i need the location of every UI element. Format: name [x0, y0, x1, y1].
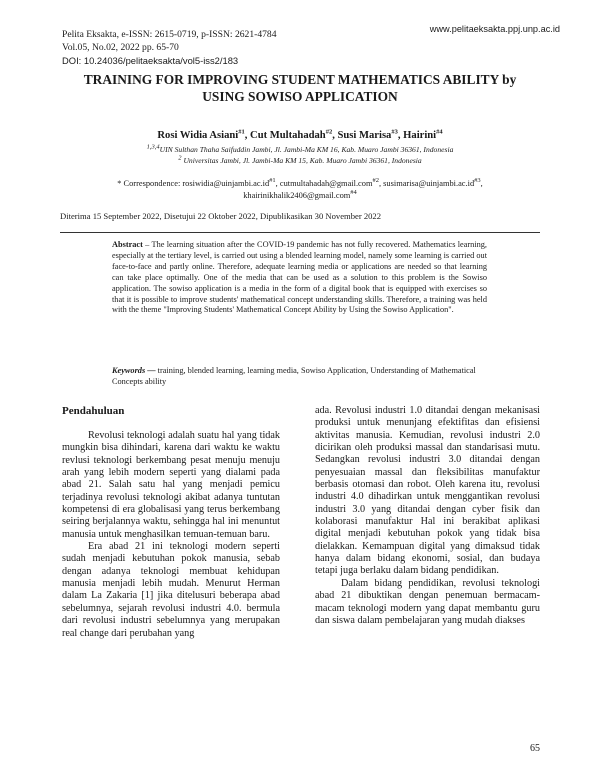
abstract-label: Abstract	[112, 240, 143, 249]
affiliations	[60, 145, 540, 166]
email-link[interactable]: khairinikhalik2406@gmail.com	[243, 191, 351, 200]
paragraph: ada. Revolusi industri 1.0 ditandai dengan mekanisasi produksi untuk menunjang efektifitas dan efisiensi aktivitas manusia. Kemudian, revolusi industri 2.0 dicirikan oleh produksi massal dan standarisasi mutu. Sedangkan revolusi industri 3.0 ditandai dengan penyesuaian massal dan fleksibilitas manufaktur berbasis otomasi dan robot. Oleh karena itu, revolusi industri 4.0 dihadirkan untuk menggantikan revolusi industri 3.0 yang ditandai dengan cyber fisik dan kolaborasi manufaktur Hal ini berakibat aplikasi digital menjadi kebutuhan pokok yang tidak bisa dielakkan. Kemampuan digital yang dimaksud tidak hanya dalam bidang ekonomi, sosial, dan budaya tetapi juga berlaku dalam bidang pendidikan.	[315, 405, 540, 577]
keywords: Keywords — training, blended learning, learning media, Sowiso Application, Understanding of Mathematical Concepts ability	[112, 366, 476, 386]
correspondence-label: Correspondence:	[123, 179, 181, 188]
volume-line: Vol.05, No.02, 2022 pp. 65-70	[62, 42, 179, 54]
email-link[interactable]: cutmultahadah@gmail.com	[279, 179, 373, 188]
abstract: Abstract – The learning situation after the COVID-19 pandemic has not fully recovered. Mathematics learning, especially at the tertiary level, is carried out using a blended learning model, namely some learning is carried out face-to-face and partly online. Therefore, adequate learning media or applications are needed so that learning can take place optimally. One of the media that can be used as a solution to this problem is the Sowiso application. The sowiso application is a media in the form of a digital book that is equipped with exercises so that it is possible to improve students' mathematical concept understanding skills. Therefore, a training was held with the theme "Improving Students' Mathematical Concept Ability by Using the Sowiso Application".	[112, 240, 487, 315]
title-line-1: TRAINING FOR IMPROVING STUDENT MATHEMATICS ABILITY by	[83, 72, 517, 87]
publication-dates: Diterima 15 September 2022, Disetujui 22 Oktober 2022, Dipublikasikan 30 November 2022	[60, 211, 382, 221]
paper-title	[60, 72, 540, 105]
journal-issn-line: Pelita Eksakta, e-ISSN: 2615-0719, p-ISSN: 2621-4784	[62, 29, 277, 40]
doi-line: DOI: 10.24036/pelitaeksakta/vol5-iss2/183	[62, 55, 239, 67]
correspondence: * Correspondence: $rosiwidia@uinjambi.ac.id^{\#1}$, cutmultahadah@gmail.com$^{\#2}$, $susimarisa@uinjambi.ac.id^{\#3}$, khairinikhalik2406@gmail.com$^{\#4}$	[117, 177, 483, 200]
author-mark: #1	[238, 128, 245, 136]
author-name: Cut Multahadah	[250, 130, 326, 141]
paragraph: Era abad 21 ini teknologi modern seperti sudah menjadi kebutuhan pokok manusia, sebab dengan adanya teknologi membuat kehidupan manusia menjadi lebih mudah. Menurut Herman dalam La Zakaria [1] jika ditelusuri beberapa abad sebelumnya, sejarah revolusi industri 4.0. bermula dari revolusi industri sebelumnya yang merupakan real change dari perubahan yang	[62, 541, 280, 639]
journal-header	[62, 28, 277, 68]
right-column	[315, 405, 540, 627]
email-link[interactable]: rosiwidia@uinjambi.ac.id	[182, 179, 270, 188]
left-column	[62, 430, 280, 640]
author-list: Rosi Widia Asiani$^{\#1}$, Cut Multahadah$^{\#2}$, Susi Marisa$^{\#3}$, Hairini$^{\#4}$	[157, 128, 443, 141]
paragraph: Revolusi teknologi adalah suatu hal yang tidak mungkin bisa dihindari, karena dari waktu ke waktu revlusi teknologi berkembang pesat menuju menuju arah yang lebih modern seperti yang dialami pada abad 21. Salah satu hal yang menjadi pemicu terjadinya revolusi teknologi akibat adanya tuntutan kompetensi di era globalisasi yang terus berkembang seiring berjalannya waktu, sehingga hal ini menuntut manusia untuk menghasilkan temuan-temuan baru.	[62, 430, 280, 540]
author-name: Rosi Widia Asiani	[157, 130, 239, 141]
journal-website[interactable]: www.pelitaeksakta.ppj.unp.ac.id	[429, 24, 560, 34]
keywords-label: Keywords	[112, 366, 146, 375]
author-mark: #3	[391, 128, 398, 136]
keywords-text: training, blended learning, learning media, Sowiso Application, Understanding of Mathematical Concepts ability	[112, 366, 476, 386]
affiliation-1: $^{1,3,4}$UIN Sulthan Thaha Saifuddin Jambi, Jl. Jambi-Ma KM 16, Kab. Muaro Jambi 36361, Indonesia	[146, 143, 454, 154]
title-line-2: USING SOWISO APPLICATION	[202, 88, 398, 104]
author-name: Susi Marisa	[337, 130, 392, 141]
email-link[interactable]: susimarisa@uinjambi.ac.id	[383, 179, 475, 188]
paragraph: Dalam bidang pendidikan, revolusi teknologi abad 21 dibuktikan dengan penemuan bermacam-macam teknologi modern yang dapat membantu guru dan siswa dalam pembelajaran yang mudah diakses	[315, 577, 540, 626]
author-mark: #2	[325, 128, 333, 136]
section-heading: Pendahuluan	[62, 405, 125, 417]
page-number: 65	[530, 743, 540, 754]
author-name: Hairini	[403, 130, 437, 141]
header-divider	[60, 232, 540, 233]
correspondence-marker: *	[117, 179, 122, 188]
abstract-text: The learning situation after the COVID-19 pandemic has not fully recovered. Mathematics learning, especially at the tertiary level, is carried out using a blended learning model, namely some learning is carried out face-to-face and partly online. Therefore, adequate learning media or applications are needed so that learning can take place optimally. One of the media that can be used as a solution to this problem is the Sowiso application. The sowiso application is a media in the form of a digital book that is equipped with exercises so that it is possible to improve students' mathematical concept understanding skills. Therefore, a training was held with the theme "Improving Students' Mathematical Concept Ability by Using the Sowiso Application".	[112, 240, 487, 315]
affiliation-2: $^2$ Universitas Jambi, Jl. Jambi-Ma KM 15, Kab. Muaro Jambi 36361, Indonesia	[178, 153, 422, 165]
author-mark: #4	[436, 128, 443, 136]
